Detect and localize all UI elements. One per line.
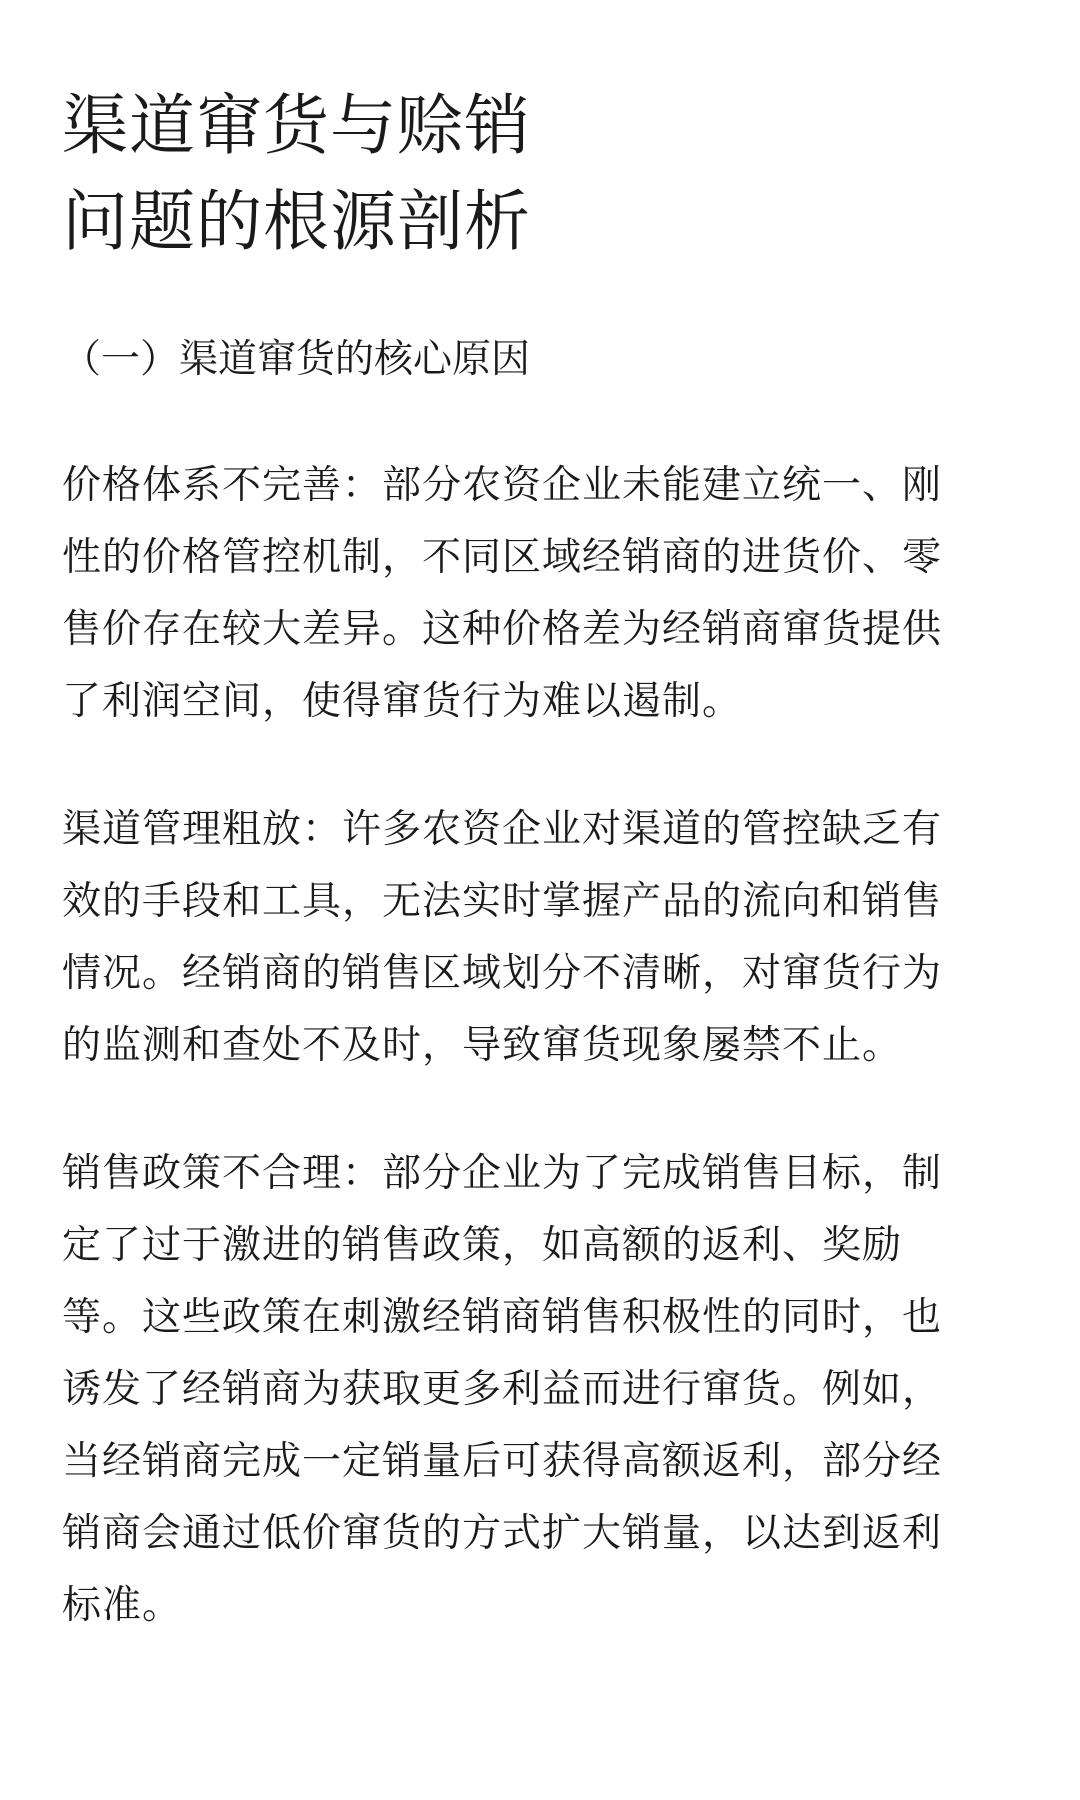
text-line: 等。这些政策在刺激经销商销售积极性的同时，也	[62, 1295, 943, 1340]
text-line: 售价存在较大差异。这种价格差为经销商窜货提供	[62, 607, 943, 652]
text-line: 渠道管理粗放：许多农资企业对渠道的管控缺乏有	[62, 807, 943, 852]
text-line: 效的手段和工具，无法实时掌握产品的流向和销售	[62, 879, 943, 924]
text-line: 销售政策不合理：部分企业为了完成销售目标，制	[62, 1151, 943, 1196]
text-line: 诱发了经销商为获取更多利益而进行窜货。例如，	[62, 1367, 943, 1412]
paragraph-channel-management	[62, 794, 1022, 1082]
text-line: 销商会通过低价窜货的方式扩大销量，以达到返利	[62, 1511, 943, 1556]
text-line: 价格体系不完善：部分农资企业未能建立统一、刚	[62, 463, 943, 508]
text-line: 情况。经销商的销售区域划分不清晰，对窜货行为	[62, 951, 943, 996]
title-line: 问题的根源剖析	[62, 183, 531, 260]
text-line: 性的价格管控机制，不同区域经销商的进货价、零	[62, 535, 943, 580]
paragraph-sales-policy	[62, 1138, 1022, 1642]
section-heading: （一）渠道窜货的核心原因	[62, 337, 531, 382]
text-line: 当经销商完成一定销量后可获得高额返利，部分经	[62, 1439, 943, 1484]
text-line: 定了过于激进的销售政策，如高额的返利、奖励	[62, 1223, 903, 1268]
article-title	[62, 78, 1022, 270]
text-line: 了利润空间，使得窜货行为难以遏制。	[62, 679, 743, 724]
text-line: 的监测和查处不及时，导致窜货现象屡禁不止。	[62, 1023, 903, 1068]
text-line: 标准。	[62, 1583, 183, 1628]
title-line: 渠道窜货与赊销	[62, 87, 531, 164]
paragraph-price-system	[62, 450, 1022, 738]
article-body	[62, 78, 1022, 1642]
